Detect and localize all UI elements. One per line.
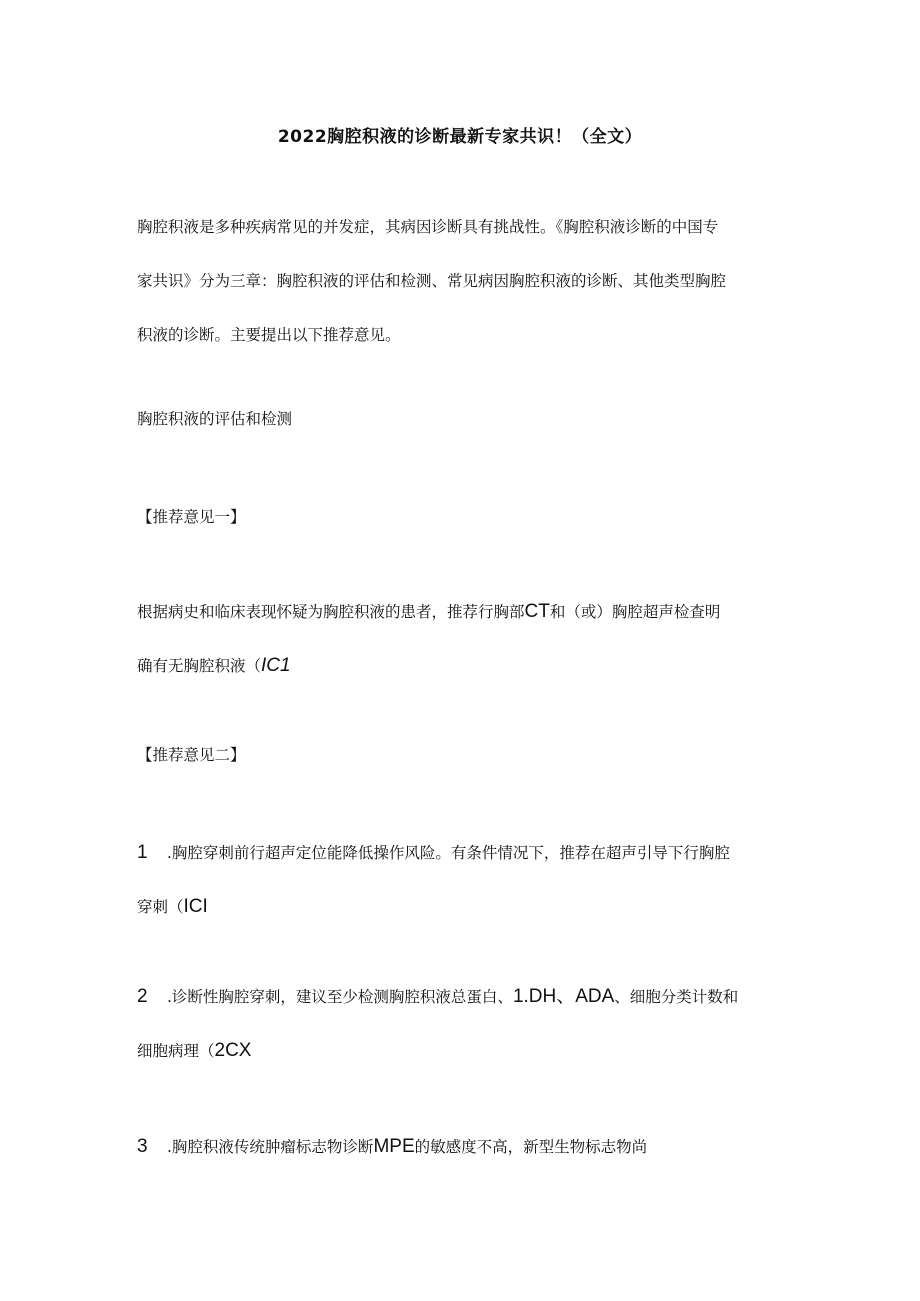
section-heading-text: 胸腔积液的评估和检测 <box>137 410 293 428</box>
recommendation-1-heading-text: 【推荐意见一】 <box>137 508 246 526</box>
item-3-line-1: 3 .胸腔积液传统肿瘤标志物诊断MPE的敏感度不高，新型生物标志物尚 <box>137 1133 789 1160</box>
intro-line-2: 家共识》分为三章：胸腔积液的评估和检测、常见病因胸腔积液的诊断、其他类型胸腔 <box>137 272 727 290</box>
intro-paragraph <box>137 214 789 349</box>
document-title: 2022胸腔积液的诊断最新专家共识！（全文） <box>277 127 643 147</box>
recommendation-1-body <box>137 598 789 679</box>
recommendation-1-line-2: 确有无胸腔积液（IC1 <box>137 655 291 676</box>
recommendation-1-line-1: 根据病史和临床表现怀疑为胸腔积液的患者，推荐行胸部CT和（或）胸腔超声检查明 <box>137 601 721 622</box>
intro-line-1: 胸腔积液是多种疾病常见的并发症，其病因诊断具有挑战性。《胸腔积液诊断的中国专 <box>137 218 719 236</box>
item-2-line-1: 2 .诊断性胸腔穿刺，建议至少检测胸腔积液总蛋白、1.DH、ADA、细胞分类计数和 <box>137 983 789 1010</box>
recommendation-1-heading <box>137 504 789 531</box>
item-1-line-2: 穿刺（ICI <box>137 896 208 917</box>
item-2-number: 2 <box>137 986 148 1007</box>
item-2-line-2: 细胞病理（2CX <box>137 1040 252 1061</box>
section-heading <box>137 406 789 433</box>
item-1-line-1: 1 .胸腔穿刺前行超声定位能降低操作风险。有条件情况下，推荐在超声引导下行胸腔 <box>137 839 789 866</box>
recommendation-2-item-2 <box>137 983 789 1064</box>
recommendation-2-heading <box>137 742 789 769</box>
recommendation-2-heading-text: 【推荐意见二】 <box>137 746 246 764</box>
item-3-number: 3 <box>137 1136 148 1157</box>
item-1-number: 1 <box>137 842 148 863</box>
recommendation-2-item-3 <box>137 1133 789 1160</box>
recommendation-2-item-1 <box>137 839 789 920</box>
intro-line-3: 积液的诊断。主要提出以下推荐意见。 <box>137 326 401 344</box>
